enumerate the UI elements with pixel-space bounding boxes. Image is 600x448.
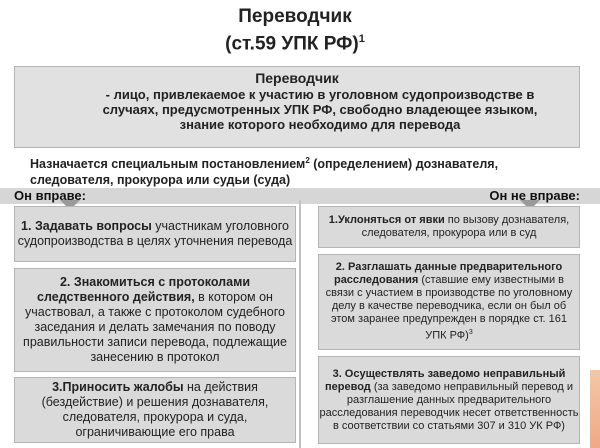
- definition-term: Переводчик: [255, 70, 339, 86]
- title-article: (ст.59 УПК РФ): [225, 33, 359, 55]
- prohibition-item-2-text: (ставшие ему известными в связи с участием в производстве по уголовному делу в качестве переводчика, если он был об этом заранее предупрежден в порядке ст. 161 УПК РФ): [325, 274, 573, 342]
- prohibition-item-1-text: по вызову дознавателя, следователя, прокурора или в суд: [361, 214, 570, 239]
- appointment-before: Назначается специальным постановлением: [30, 157, 306, 172]
- decorative-edge: [590, 370, 600, 448]
- prohibition-item-3: [318, 356, 580, 444]
- page-title: [160, 6, 430, 55]
- prohibition-item-3-text: (за заведомо неправильный перевод и разглашение данных предварительного расследования переводчик несет ответственность в соответствии со статьями 307 и 310 УК РФ): [319, 380, 579, 432]
- right-item-3-bold: 3.Приносить жалобы: [52, 380, 184, 394]
- right-item-2: [14, 268, 296, 372]
- right-item-1: [14, 206, 296, 262]
- prohibition-item-3-bold: 3. Осуществлять заведомо неправильный перевод: [325, 367, 566, 393]
- appointment-footnote: 2: [305, 156, 310, 165]
- appointment-after: (определением) дознавателя, следователя, прокурора или судьи (суда): [30, 157, 499, 188]
- appointment-text: [30, 153, 578, 186]
- definition-text: - лицо, привлекаемое к участию в уголовном судопроизводстве в случаях, предусмотренных УПК РФ, свободно владеющее языком, знание которого необходимо для перевода: [102, 87, 538, 132]
- definition-box: [14, 66, 580, 148]
- right-item-2-bold: 2. Знакомиться с протоколами следственного действия,: [37, 275, 250, 304]
- column-divider: [299, 200, 301, 448]
- right-item-1-text: участникам уголовного судопроизводства в целях уточнения перевода: [17, 219, 293, 248]
- prohibition-item-1-bold: 1.Уклоняться от явки: [328, 214, 445, 226]
- right-item-2-text: в котором он участвовал, а также с протоколом судебного заседания и делать замечания по поводу правильности записи перевода, подлежащие занесению в протокол: [23, 290, 287, 364]
- title-line-1: Переводчик: [238, 6, 352, 27]
- right-item-3-text: на действия (бездействие) и решения дознавателя, следователя, прокурора и суда, ограничивающие его права: [41, 380, 269, 439]
- prohibition-item-2-bold: 2. Разглашать данные предварительного расследования: [333, 261, 563, 287]
- title-footnote: 1: [358, 33, 365, 45]
- prohibition-item-2-footnote: 3: [468, 329, 473, 337]
- rights-header: Он вправе:: [14, 188, 86, 203]
- title-line-2: [160, 28, 430, 55]
- right-item-1-bold: 1. Задавать вопросы: [21, 219, 152, 233]
- right-item-3: [14, 377, 296, 443]
- prohibitions-header: Он не вправе:: [489, 188, 580, 203]
- prohibition-item-2: [318, 254, 580, 350]
- prohibition-item-1: [318, 206, 580, 248]
